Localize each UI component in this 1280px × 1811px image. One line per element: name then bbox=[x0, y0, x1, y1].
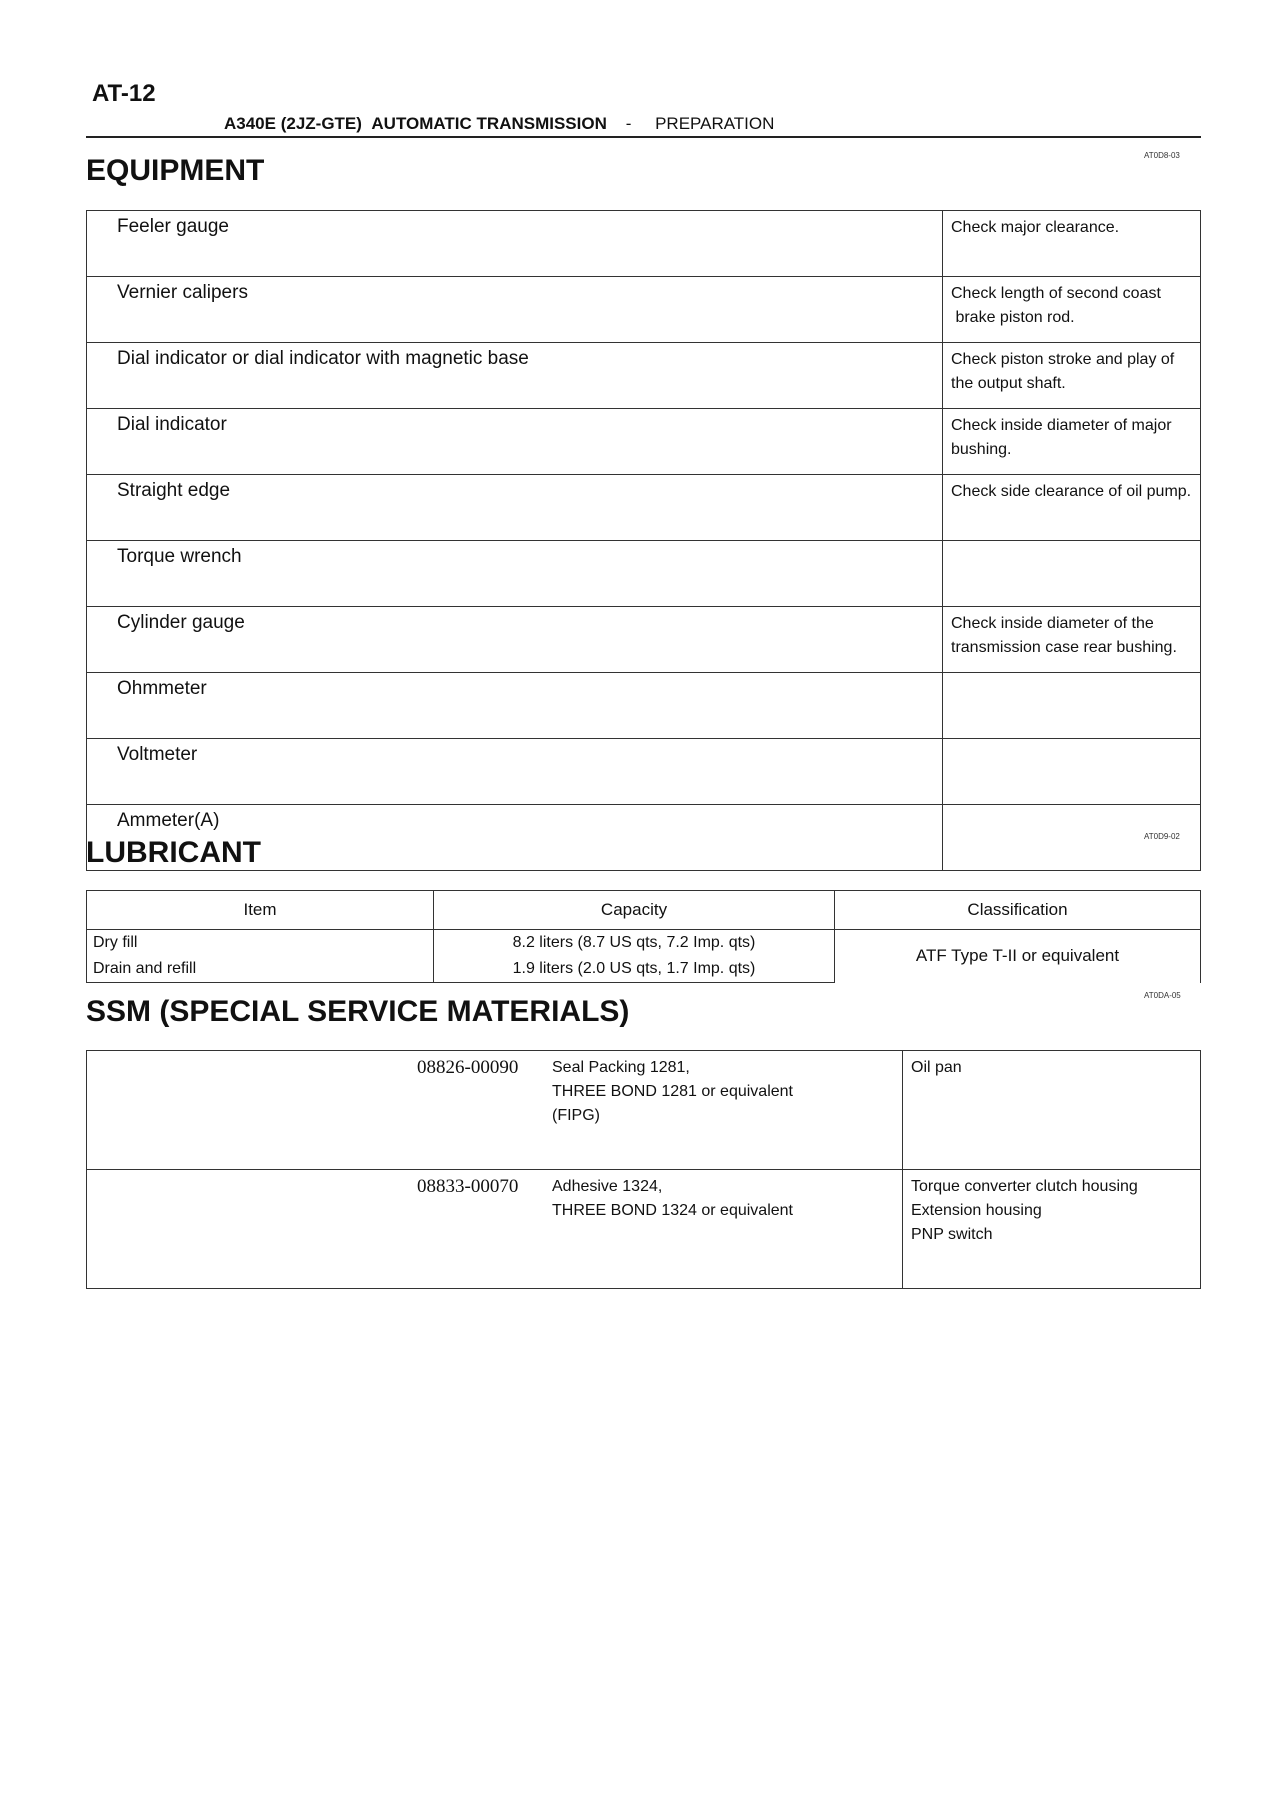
text-line: Check length of second coast bbox=[951, 285, 1161, 302]
lubricant-item: Drain and refill bbox=[87, 956, 434, 983]
material-description bbox=[552, 1175, 793, 1223]
header-section: PREPARATION bbox=[655, 114, 775, 133]
equipment-name: Dial indicator or dial indicator with magnetic base bbox=[87, 343, 943, 409]
header-title: AUTOMATIC TRANSMISSION bbox=[371, 114, 607, 133]
text-line: Check side clearance of oil pump. bbox=[951, 483, 1192, 500]
table-row bbox=[87, 475, 1201, 541]
lubricant-table bbox=[86, 890, 1201, 983]
table-row bbox=[87, 673, 1201, 739]
table-row bbox=[87, 277, 1201, 343]
ssm-use bbox=[903, 1051, 1201, 1170]
ssm-title: SSM (SPECIAL SERVICE MATERIALS) bbox=[86, 995, 630, 1028]
text-line: THREE BOND 1324 or equivalent bbox=[552, 1202, 793, 1219]
table-row bbox=[87, 1170, 1201, 1289]
text-line: THREE BOND 1281 or equivalent bbox=[552, 1083, 793, 1100]
lubricant-code: AT0D9-02 bbox=[1144, 832, 1180, 841]
equipment-use bbox=[943, 607, 1201, 673]
equipment-name: Straight edge bbox=[87, 475, 943, 541]
text-line: the output shaft. bbox=[951, 375, 1066, 392]
text-line: brake piston rod. bbox=[951, 309, 1075, 326]
equipment-use bbox=[943, 343, 1201, 409]
page-number: AT-12 bbox=[92, 80, 156, 107]
text-line: Check inside diameter of major bbox=[951, 417, 1172, 434]
lubricant-capacity: 1.9 liters (2.0 US qts, 1.7 Imp. qts) bbox=[434, 956, 835, 983]
text-line: Oil pan bbox=[911, 1059, 962, 1076]
equipment-use bbox=[943, 475, 1201, 541]
equipment-name: Ohmmeter bbox=[87, 673, 943, 739]
table-row bbox=[87, 607, 1201, 673]
lubricant-title: LUBRICANT bbox=[86, 836, 261, 869]
equipment-name: Voltmeter bbox=[87, 739, 943, 805]
table-row bbox=[87, 409, 1201, 475]
text-line: Torque converter clutch housing bbox=[911, 1178, 1138, 1195]
text-line: Seal Packing 1281, bbox=[552, 1059, 690, 1076]
equipment-use bbox=[943, 211, 1201, 277]
equipment-name: Feeler gauge bbox=[87, 211, 943, 277]
lubricant-item: Dry fill bbox=[87, 930, 434, 957]
equipment-name: Torque wrench bbox=[87, 541, 943, 607]
table-row bbox=[87, 930, 1201, 957]
header-classification: Classification bbox=[835, 891, 1201, 930]
page-header bbox=[224, 114, 774, 134]
equipment-table bbox=[86, 210, 1201, 871]
equipment-name: Vernier calipers bbox=[87, 277, 943, 343]
text-line: Check major clearance. bbox=[951, 219, 1120, 236]
lubricant-classification: ATF Type T-II or equivalent bbox=[835, 930, 1201, 983]
header-model: A340E (2JZ-GTE) bbox=[224, 114, 362, 133]
equipment-use bbox=[943, 541, 1201, 607]
header-rule bbox=[86, 136, 1201, 138]
text-line: Check inside diameter of the bbox=[951, 615, 1154, 632]
ssm-use bbox=[903, 1170, 1201, 1289]
table-row bbox=[87, 211, 1201, 277]
ssm-material bbox=[87, 1051, 903, 1170]
text-line: Extension housing bbox=[911, 1202, 1042, 1219]
equipment-use bbox=[943, 277, 1201, 343]
part-number: 08833-00070 bbox=[417, 1176, 519, 1197]
table-row bbox=[87, 1051, 1201, 1170]
equipment-name: Dial indicator bbox=[87, 409, 943, 475]
equipment-use bbox=[943, 673, 1201, 739]
lubricant-capacity: 8.2 liters (8.7 US qts, 7.2 Imp. qts) bbox=[434, 930, 835, 957]
equipment-name: Cylinder gauge bbox=[87, 607, 943, 673]
equipment-use bbox=[943, 739, 1201, 805]
header-item: Item bbox=[87, 891, 434, 930]
header-capacity: Capacity bbox=[434, 891, 835, 930]
text-line: PNP switch bbox=[911, 1226, 993, 1243]
header-separator: - bbox=[625, 114, 632, 133]
text-line: (FIPG) bbox=[552, 1107, 600, 1124]
text-line: Check piston stroke and play of bbox=[951, 351, 1175, 368]
text-line: bushing. bbox=[951, 441, 1012, 458]
text-line: transmission case rear bushing. bbox=[951, 639, 1177, 656]
text-line: Adhesive 1324, bbox=[552, 1178, 663, 1195]
table-row bbox=[87, 343, 1201, 409]
part-number: 08826-00090 bbox=[417, 1057, 519, 1078]
ssm-table bbox=[86, 1050, 1201, 1289]
equipment-title: EQUIPMENT bbox=[86, 154, 265, 187]
equipment-use bbox=[943, 409, 1201, 475]
table-row bbox=[87, 541, 1201, 607]
ssm-code: AT0DA-05 bbox=[1144, 991, 1181, 1000]
equipment-code: AT0D8-03 bbox=[1144, 151, 1180, 160]
table-row bbox=[87, 739, 1201, 805]
ssm-material bbox=[87, 1170, 903, 1289]
material-description bbox=[552, 1056, 793, 1128]
equipment-name: Ammeter(A) bbox=[87, 805, 943, 871]
